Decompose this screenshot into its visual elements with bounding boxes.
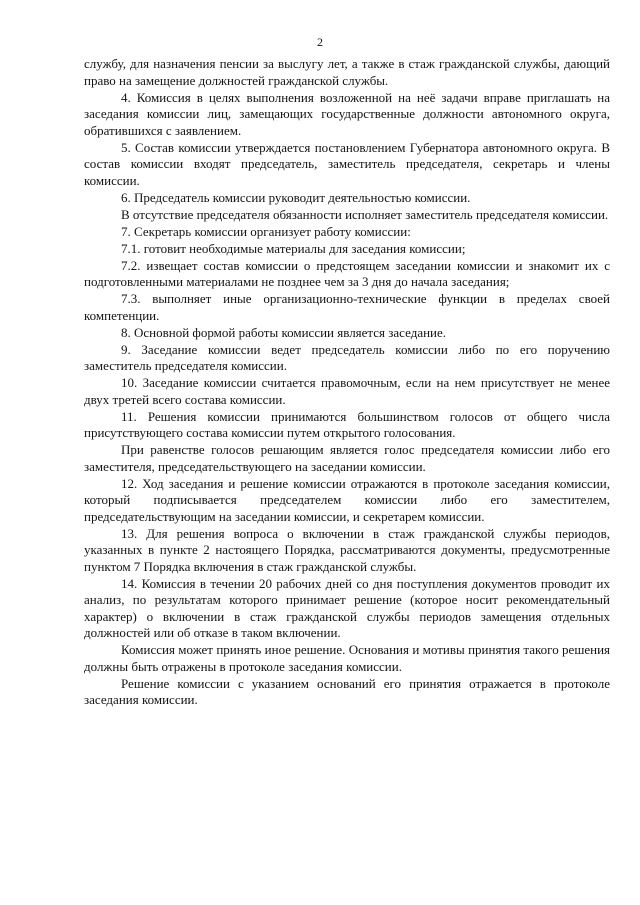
paragraph-item-8: 8. Основной формой работы комиссии является заседание. xyxy=(121,324,447,340)
paragraph-item-9: 9. Заседание комиссии ведет председатель комиссии либо по его поручению заместитель председателя комиссии. xyxy=(84,341,610,373)
paragraph-item-7-1: 7.1. готовит необходимые материалы для заседания комиссии; xyxy=(121,240,466,256)
paragraph-item-7: 7. Секретарь комиссии организует работу комиссии: xyxy=(121,223,411,239)
paragraph-item-12: 12. Ход заседания и решение комиссии отражаются в протоколе заседания комиссии, который подписывается председателем комиссии либо его заместителем, председательствующим на заседании комиссии, и секретарем комиссии. xyxy=(84,475,610,524)
paragraph-continuation: службу, для назначения пенсии за выслугу лет, а также в стаж гражданской службы, дающий право на замещение должностей гражданской службы. xyxy=(84,56,610,88)
paragraph-item-11-tie: При равенстве голосов решающим является голос председателя комиссии либо его заместителя, председательствующего на заседании комиссии. xyxy=(84,442,610,474)
page-number: 2 xyxy=(317,35,323,49)
paragraph-item-11: 11. Решения комиссии принимаются большинством голосов от общего числа присутствующего состава комиссии путем открытого голосования. xyxy=(84,408,610,440)
paragraph-item-6-deputy: В отсутствие председателя обязанности исполняет заместитель председателя комиссии. xyxy=(121,206,609,222)
paragraph-item-14-other-decision: Комиссия может принять иное решение. Основания и мотивы принятия такого решения должны быть отражены в протоколе заседания комиссии. xyxy=(84,642,610,674)
paragraph-item-7-2: 7.2. извещает состав комиссии о предстоящем заседании комиссии и знакомит их с подготовленными материалами не позднее чем за 3 дня до начала заседания; xyxy=(84,257,610,289)
paragraph-item-7-3: 7.3. выполняет иные организационно-технические функции в пределах своей компетенции. xyxy=(84,291,610,323)
paragraph-item-6: 6. Председатель комиссии руководит деятельностью комиссии. xyxy=(121,189,471,205)
paragraph-item-14: 14. Комиссия в течении 20 рабочих дней со дня поступления документов проводит их анализ, по результатам которого принимает решение (которое носит рекомендательный характер) о включении в стаж гражданской службы периодов замещения отдельных должностей или об отказе в таком включении. xyxy=(84,575,610,640)
paragraph-item-5: 5. Состав комиссии утверждается постановлением Губернатора автономного округа. В состав комиссии входят председатель, заместитель председателя, секретарь и члены комиссии. xyxy=(84,139,610,188)
paragraph-item-10: 10. Заседание комиссии считается правомочным, если на нем присутствует не менее двух третей всего состава комиссии. xyxy=(84,375,610,407)
document-body xyxy=(84,56,610,709)
paragraph-item-4: 4. Комиссия в целях выполнения возложенной на неё задачи вправе приглашать на заседания комиссии лиц, замещающих государственные должности автономного округа, обратившихся с заявлением. xyxy=(84,89,610,138)
paragraph-item-13: 13. Для решения вопроса о включении в стаж гражданской службы периодов, указанных в пункте 2 настоящего Порядка, рассматриваются документы, предусмотренные пунктом 7 Порядка включения в стаж гражданской службы. xyxy=(84,525,610,574)
paragraph-item-14-protocol: Решение комиссии с указанием оснований его принятия отражается в протоколе заседания комиссии. xyxy=(84,675,610,707)
